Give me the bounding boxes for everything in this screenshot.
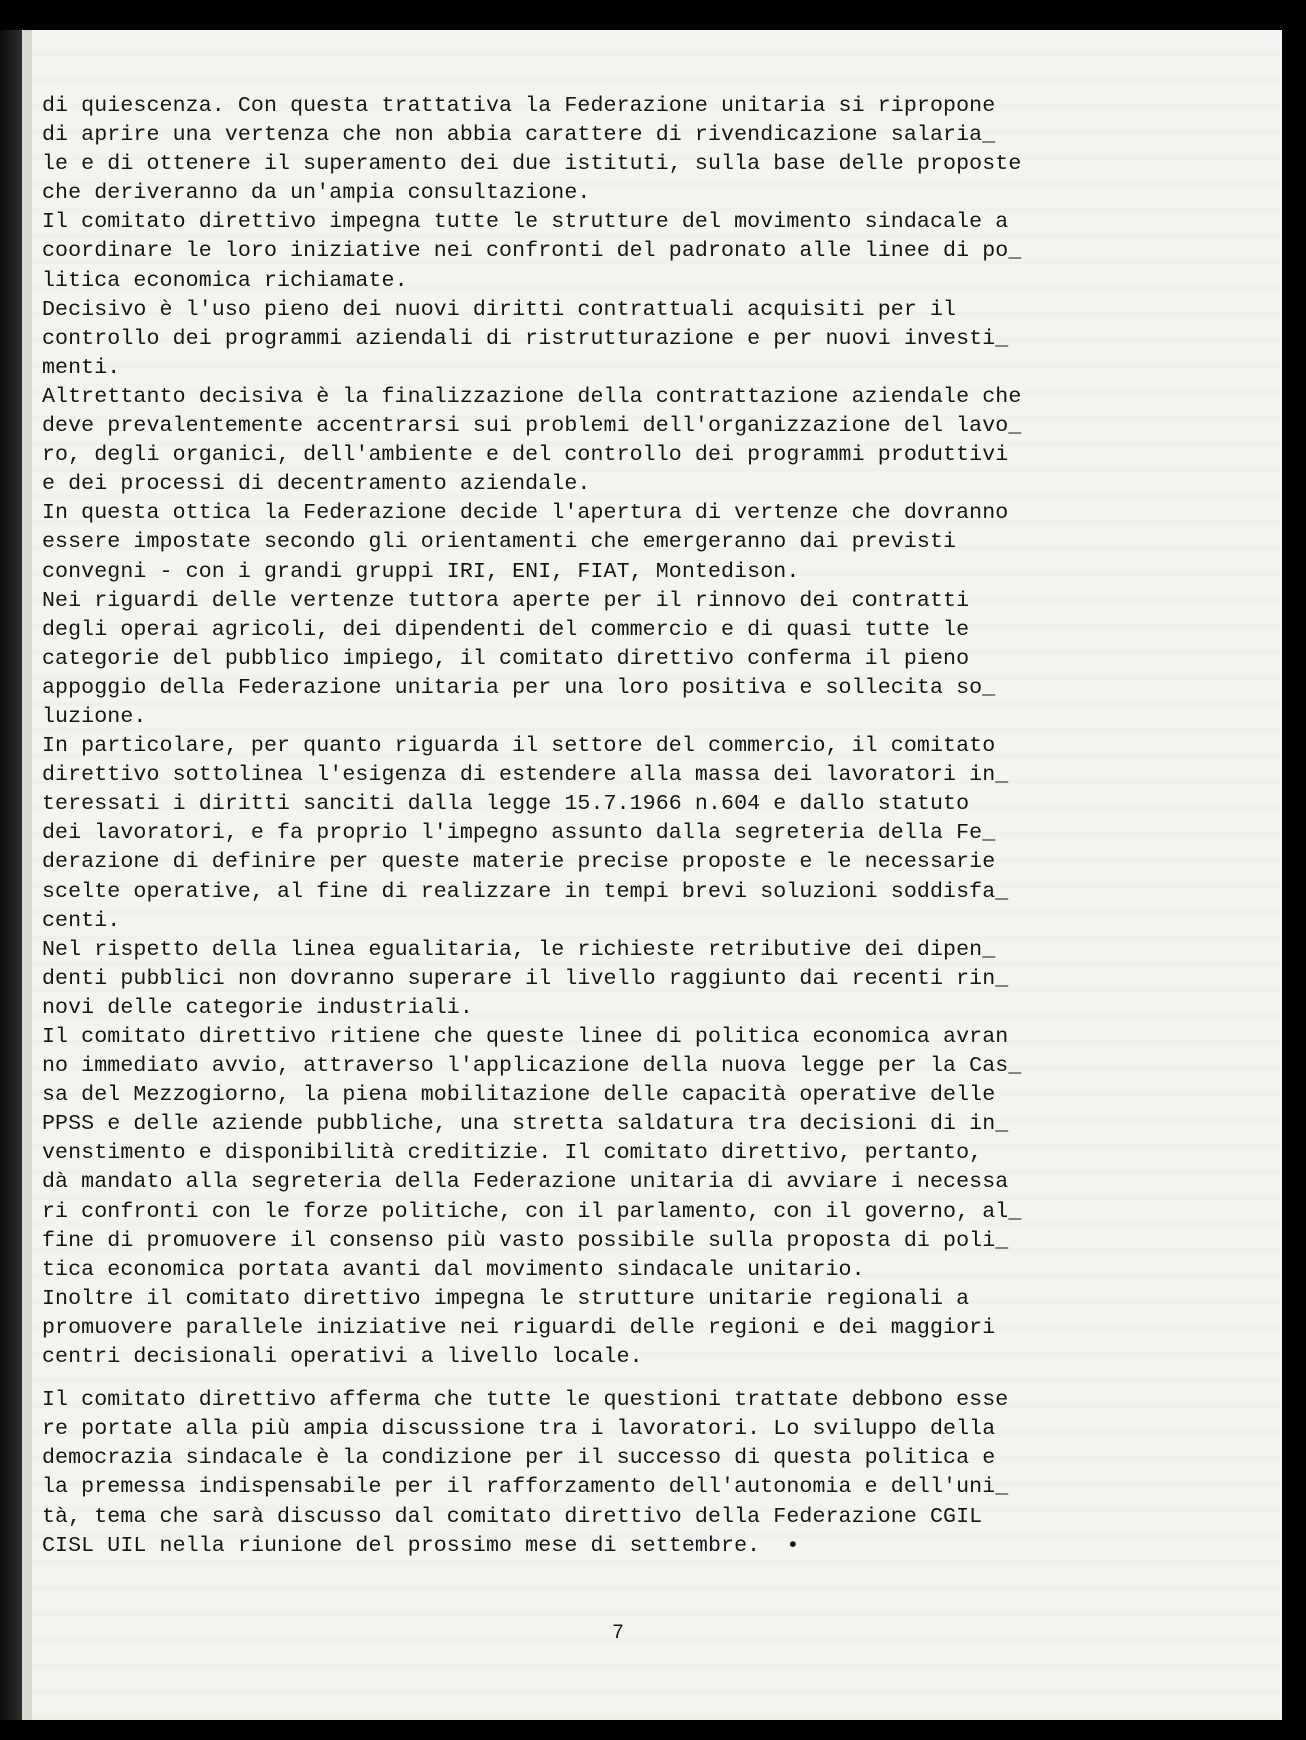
text-line: denti pubblici non dovranno superare il livello raggiunto dai recenti rin_	[42, 966, 1009, 991]
text-line: controllo dei programmi aziendali di ristrutturazione e per nuovi investi_	[42, 326, 1009, 351]
text-line: Nel rispetto della linea egualitaria, le richieste retributive dei dipen_	[42, 937, 996, 962]
text-line: dà mandato alla segreteria della Federazione unitaria di avviare i necessa	[42, 1170, 1009, 1195]
text-line: deve prevalentemente accentrarsi sui problemi dell'organizzazione del lavo_	[42, 414, 1022, 439]
text-line: democrazia sindacale è la condizione per il successo di questa politica e	[42, 1446, 996, 1471]
page-number: 7	[612, 1622, 625, 1645]
text-line: convegni - con i grandi gruppi IRI, ENI, FIAT, Montedison.	[42, 559, 800, 584]
text-line: scelte operative, al fine di realizzare in tempi brevi soluzioni soddisfa_	[42, 879, 1009, 904]
text-line: venstimento e disponibilità creditizie. Il comitato direttivo, pertanto,	[42, 1141, 983, 1166]
text-line: menti.	[42, 355, 121, 380]
text-line: Decisivo è l'uso pieno dei nuovi diritti contrattuali acquisiti per il	[42, 297, 957, 322]
paragraph-group-closing	[42, 1386, 1222, 1561]
text-line: coordinare le loro iniziative nei confronti del padronato alle linee di po_	[42, 239, 1022, 264]
text-line: derazione di definire per queste materie precise proposte e le necessarie	[42, 850, 996, 875]
text-line: che deriveranno da un'ampia consultazione.	[42, 181, 591, 206]
paragraph-spacer	[42, 1372, 1222, 1386]
paragraph-group-main	[42, 92, 1222, 1372]
text-line: novi delle categorie industriali.	[42, 995, 473, 1020]
text-line: di quiescenza. Con questa trattativa la Federazione unitaria si ripropone	[42, 94, 996, 118]
text-line: di aprire una vertenza che non abbia carattere di rivendicazione salaria_	[42, 123, 996, 148]
text-line: In questa ottica la Federazione decide l'apertura di vertenze che dovranno	[42, 501, 1009, 526]
text-line: ro, degli organici, dell'ambiente e del controllo dei programmi produttivi	[42, 443, 1009, 468]
text-line: In particolare, per quanto riguarda il settore del commercio, il comitato	[42, 734, 996, 759]
text-line: appoggio della Federazione unitaria per una loro positiva e sollecita so_	[42, 675, 996, 700]
text-line: luzione.	[42, 704, 147, 729]
text-line: Nei riguardi delle vertenze tuttora aperte per il rinnovo dei contratti	[42, 588, 970, 613]
page-binding-edge	[0, 30, 32, 1720]
text-line: le e di ottenere il superamento dei due istituti, sulla base delle proposte	[42, 152, 1022, 177]
text-line: degli operai agricoli, dei dipendenti del commercio e di quasi tutte le	[42, 617, 970, 642]
text-line: la premessa indispensabile per il rafforzamento dell'autonomia e dell'uni_	[42, 1475, 1009, 1500]
text-line: dei lavoratori, e fa proprio l'impegno assunto dalla segreteria della Fe_	[42, 821, 996, 846]
text-line: litica economica richiamate.	[42, 268, 408, 293]
document-body	[42, 92, 1222, 1561]
text-line: tà, tema che sarà discusso dal comitato direttivo della Federazione CGIL	[42, 1504, 983, 1529]
text-line: teressati i diritti sanciti dalla legge 15.7.1966 n.604 e dallo statuto	[42, 792, 970, 817]
text-line: Il comitato direttivo impegna tutte le strutture del movimento sindacale a	[42, 210, 1009, 235]
text-line: centri decisionali operativi a livello locale.	[42, 1345, 643, 1370]
text-line: no immediato avvio, attraverso l'applicazione della nuova legge per la Cas_	[42, 1054, 1022, 1079]
text-line: essere impostate secondo gli orientamenti che emergeranno dai previsti	[42, 530, 957, 555]
text-line: sa del Mezzogiorno, la piena mobilitazione delle capacità operative delle	[42, 1083, 996, 1108]
text-line: re portate alla più ampia discussione tra i lavoratori. Lo sviluppo della	[42, 1417, 996, 1442]
text-line: Il comitato direttivo ritiene che queste linee di politica economica avran	[42, 1025, 1009, 1049]
text-line: CISL UIL nella riunione del prossimo mese di settembre. •	[42, 1533, 800, 1558]
text-line: centi.	[42, 908, 121, 933]
text-line: direttivo sottolinea l'esigenza di estendere alla massa dei lavoratori in_	[42, 763, 1009, 788]
text-line: fine di promuovere il consenso più vasto possibile sulla proposta di poli_	[42, 1228, 1009, 1253]
text-line: Il comitato direttivo afferma che tutte le questioni trattate debbono esse	[42, 1388, 1009, 1413]
text-line: Inoltre il comitato direttivo impegna le strutture unitarie regionali a	[42, 1286, 970, 1311]
text-line: promuovere parallele iniziative nei riguardi delle regioni e dei maggiori	[42, 1315, 996, 1340]
text-line: ri confronti con le forze politiche, con il parlamento, con il governo, al_	[42, 1199, 1022, 1224]
text-line: Altrettanto decisiva è la finalizzazione della contrattazione aziendale che	[42, 384, 1022, 409]
text-line: e dei processi di decentramento aziendale.	[42, 472, 591, 497]
text-line: tica economica portata avanti dal movimento sindacale unitario.	[42, 1257, 865, 1282]
page-edge-highlight	[22, 30, 32, 1720]
text-line: categorie del pubblico impiego, il comitato direttivo conferma il pieno	[42, 646, 970, 671]
text-line: PPSS e delle aziende pubbliche, una stretta saldatura tra decisioni di in_	[42, 1112, 1009, 1137]
